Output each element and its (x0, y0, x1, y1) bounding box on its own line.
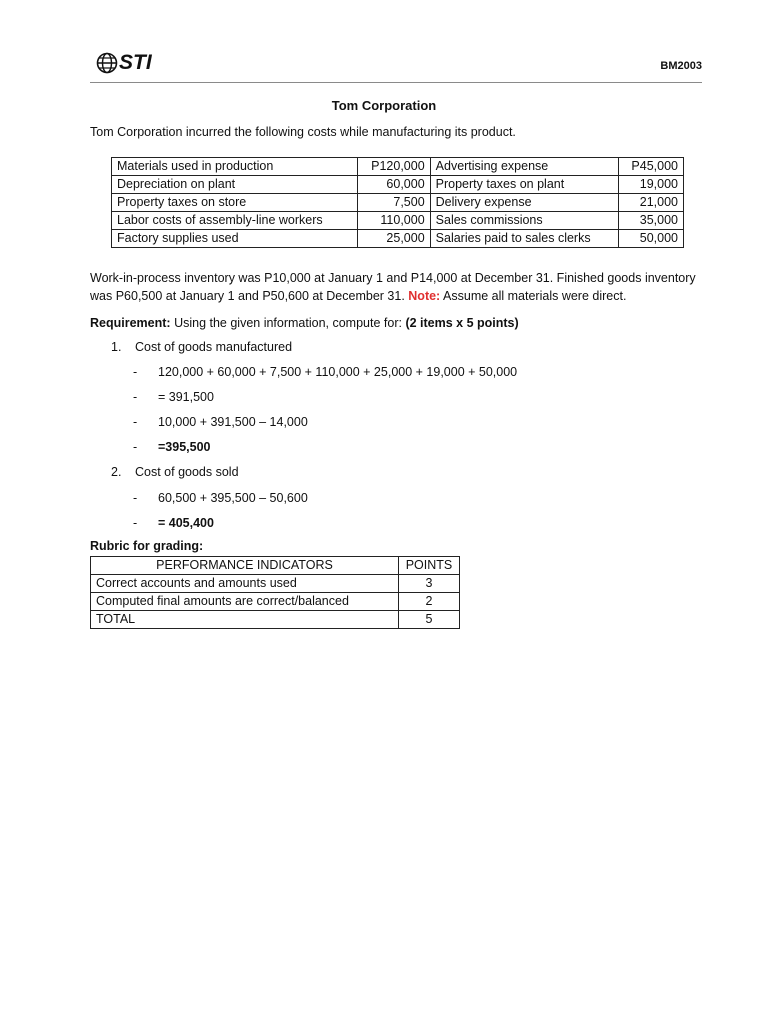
sti-logo (96, 50, 152, 76)
table-row (112, 194, 684, 212)
rubric-points: 3 (399, 575, 460, 593)
cost-label: Labor costs of assembly-line workers (112, 212, 358, 230)
list-item-cost-of-goods-sold (111, 463, 239, 481)
computation-step (133, 388, 214, 406)
item-label: Cost of goods manufactured (135, 340, 293, 354)
rubric-header-row (91, 557, 460, 575)
cost-label: Advertising expense (430, 158, 618, 176)
intro-paragraph: Tom Corporation incurred the following costs while manufacturing its product. (90, 125, 516, 139)
table-row (91, 593, 460, 611)
step-text: 10,000 + 391,500 – 14,000 (158, 415, 308, 429)
cost-label: Depreciation on plant (112, 176, 358, 194)
requirement-label: Requirement: (90, 316, 171, 330)
cost-label: Materials used in production (112, 158, 358, 176)
cost-amount: 21,000 (618, 194, 683, 212)
cost-label: Factory supplies used (112, 230, 358, 248)
costs-table (111, 157, 684, 248)
inventory-text: Work-in-process inventory was P10,000 at January 1 and P14,000 at December 31. Finished goods inventory was P60,500 at January 1 and P50,600 at December 31. (90, 271, 696, 303)
cost-label: Salaries paid to sales clerks (430, 230, 618, 248)
cost-amount: 60,000 (357, 176, 430, 194)
document-code: BM2003 (660, 60, 702, 72)
table-row (112, 230, 684, 248)
list-item-cost-of-goods-manufactured (111, 338, 292, 356)
rubric-header-indicators: PERFORMANCE INDICATORS (91, 557, 399, 575)
rubric-points: 2 (399, 593, 460, 611)
rubric-indicator: TOTAL (91, 611, 399, 629)
cost-label: Property taxes on plant (430, 176, 618, 194)
step-result: =395,500 (158, 440, 211, 454)
requirement-paragraph (90, 314, 702, 332)
table-row (112, 176, 684, 194)
rubric-table (90, 556, 460, 629)
step-text: 120,000 + 60,000 + 7,500 + 110,000 + 25,000 + 19,000 + 50,000 (158, 365, 518, 379)
note-label: Note: (408, 289, 441, 303)
cost-amount: 19,000 (618, 176, 683, 194)
page-header (90, 46, 702, 83)
computation-step (133, 438, 210, 456)
table-row (112, 158, 684, 176)
cost-amount: 25,000 (357, 230, 430, 248)
table-row (91, 611, 460, 629)
computation-step (133, 514, 214, 532)
bullet-dash: - (133, 415, 138, 429)
cost-amount: 7,500 (357, 194, 430, 212)
step-text: 60,500 + 395,500 – 50,600 (158, 491, 308, 505)
rubric-points: 5 (399, 611, 460, 629)
requirement-points: (2 items x 5 points) (405, 316, 519, 330)
requirement-text: Using the given information, compute for: (174, 316, 402, 330)
rubric-label: Rubric for grading: (90, 539, 204, 553)
note-text: Assume all materials were direct. (443, 289, 627, 303)
cost-amount: P120,000 (357, 158, 430, 176)
logo-text: STI (119, 51, 152, 74)
cost-label: Property taxes on store (112, 194, 358, 212)
computation-step (133, 413, 308, 431)
step-result: = 405,400 (158, 516, 214, 530)
bullet-dash: - (133, 440, 138, 454)
cost-amount: 50,000 (618, 230, 683, 248)
cost-amount: P45,000 (618, 158, 683, 176)
page-title: Tom Corporation (331, 98, 437, 113)
rubric-header-points: POINTS (399, 557, 460, 575)
inventory-paragraph (90, 269, 702, 305)
computation-step (133, 489, 308, 507)
cost-label: Sales commissions (430, 212, 618, 230)
bullet-dash: - (133, 365, 138, 379)
cost-label: Delivery expense (430, 194, 618, 212)
item-number: 1. (111, 340, 122, 354)
bullet-dash: - (133, 516, 138, 530)
computation-step (133, 363, 517, 381)
cost-amount: 110,000 (357, 212, 430, 230)
item-number: 2. (111, 465, 122, 479)
bullet-dash: - (133, 390, 138, 404)
table-row (91, 575, 460, 593)
step-text: = 391,500 (158, 390, 214, 404)
cost-amount: 35,000 (618, 212, 683, 230)
rubric-indicator: Computed final amounts are correct/balanced (91, 593, 399, 611)
bullet-dash: - (133, 491, 138, 505)
globe-logo-icon (96, 52, 118, 74)
table-row (112, 212, 684, 230)
rubric-indicator: Correct accounts and amounts used (91, 575, 399, 593)
item-label: Cost of goods sold (135, 465, 239, 479)
